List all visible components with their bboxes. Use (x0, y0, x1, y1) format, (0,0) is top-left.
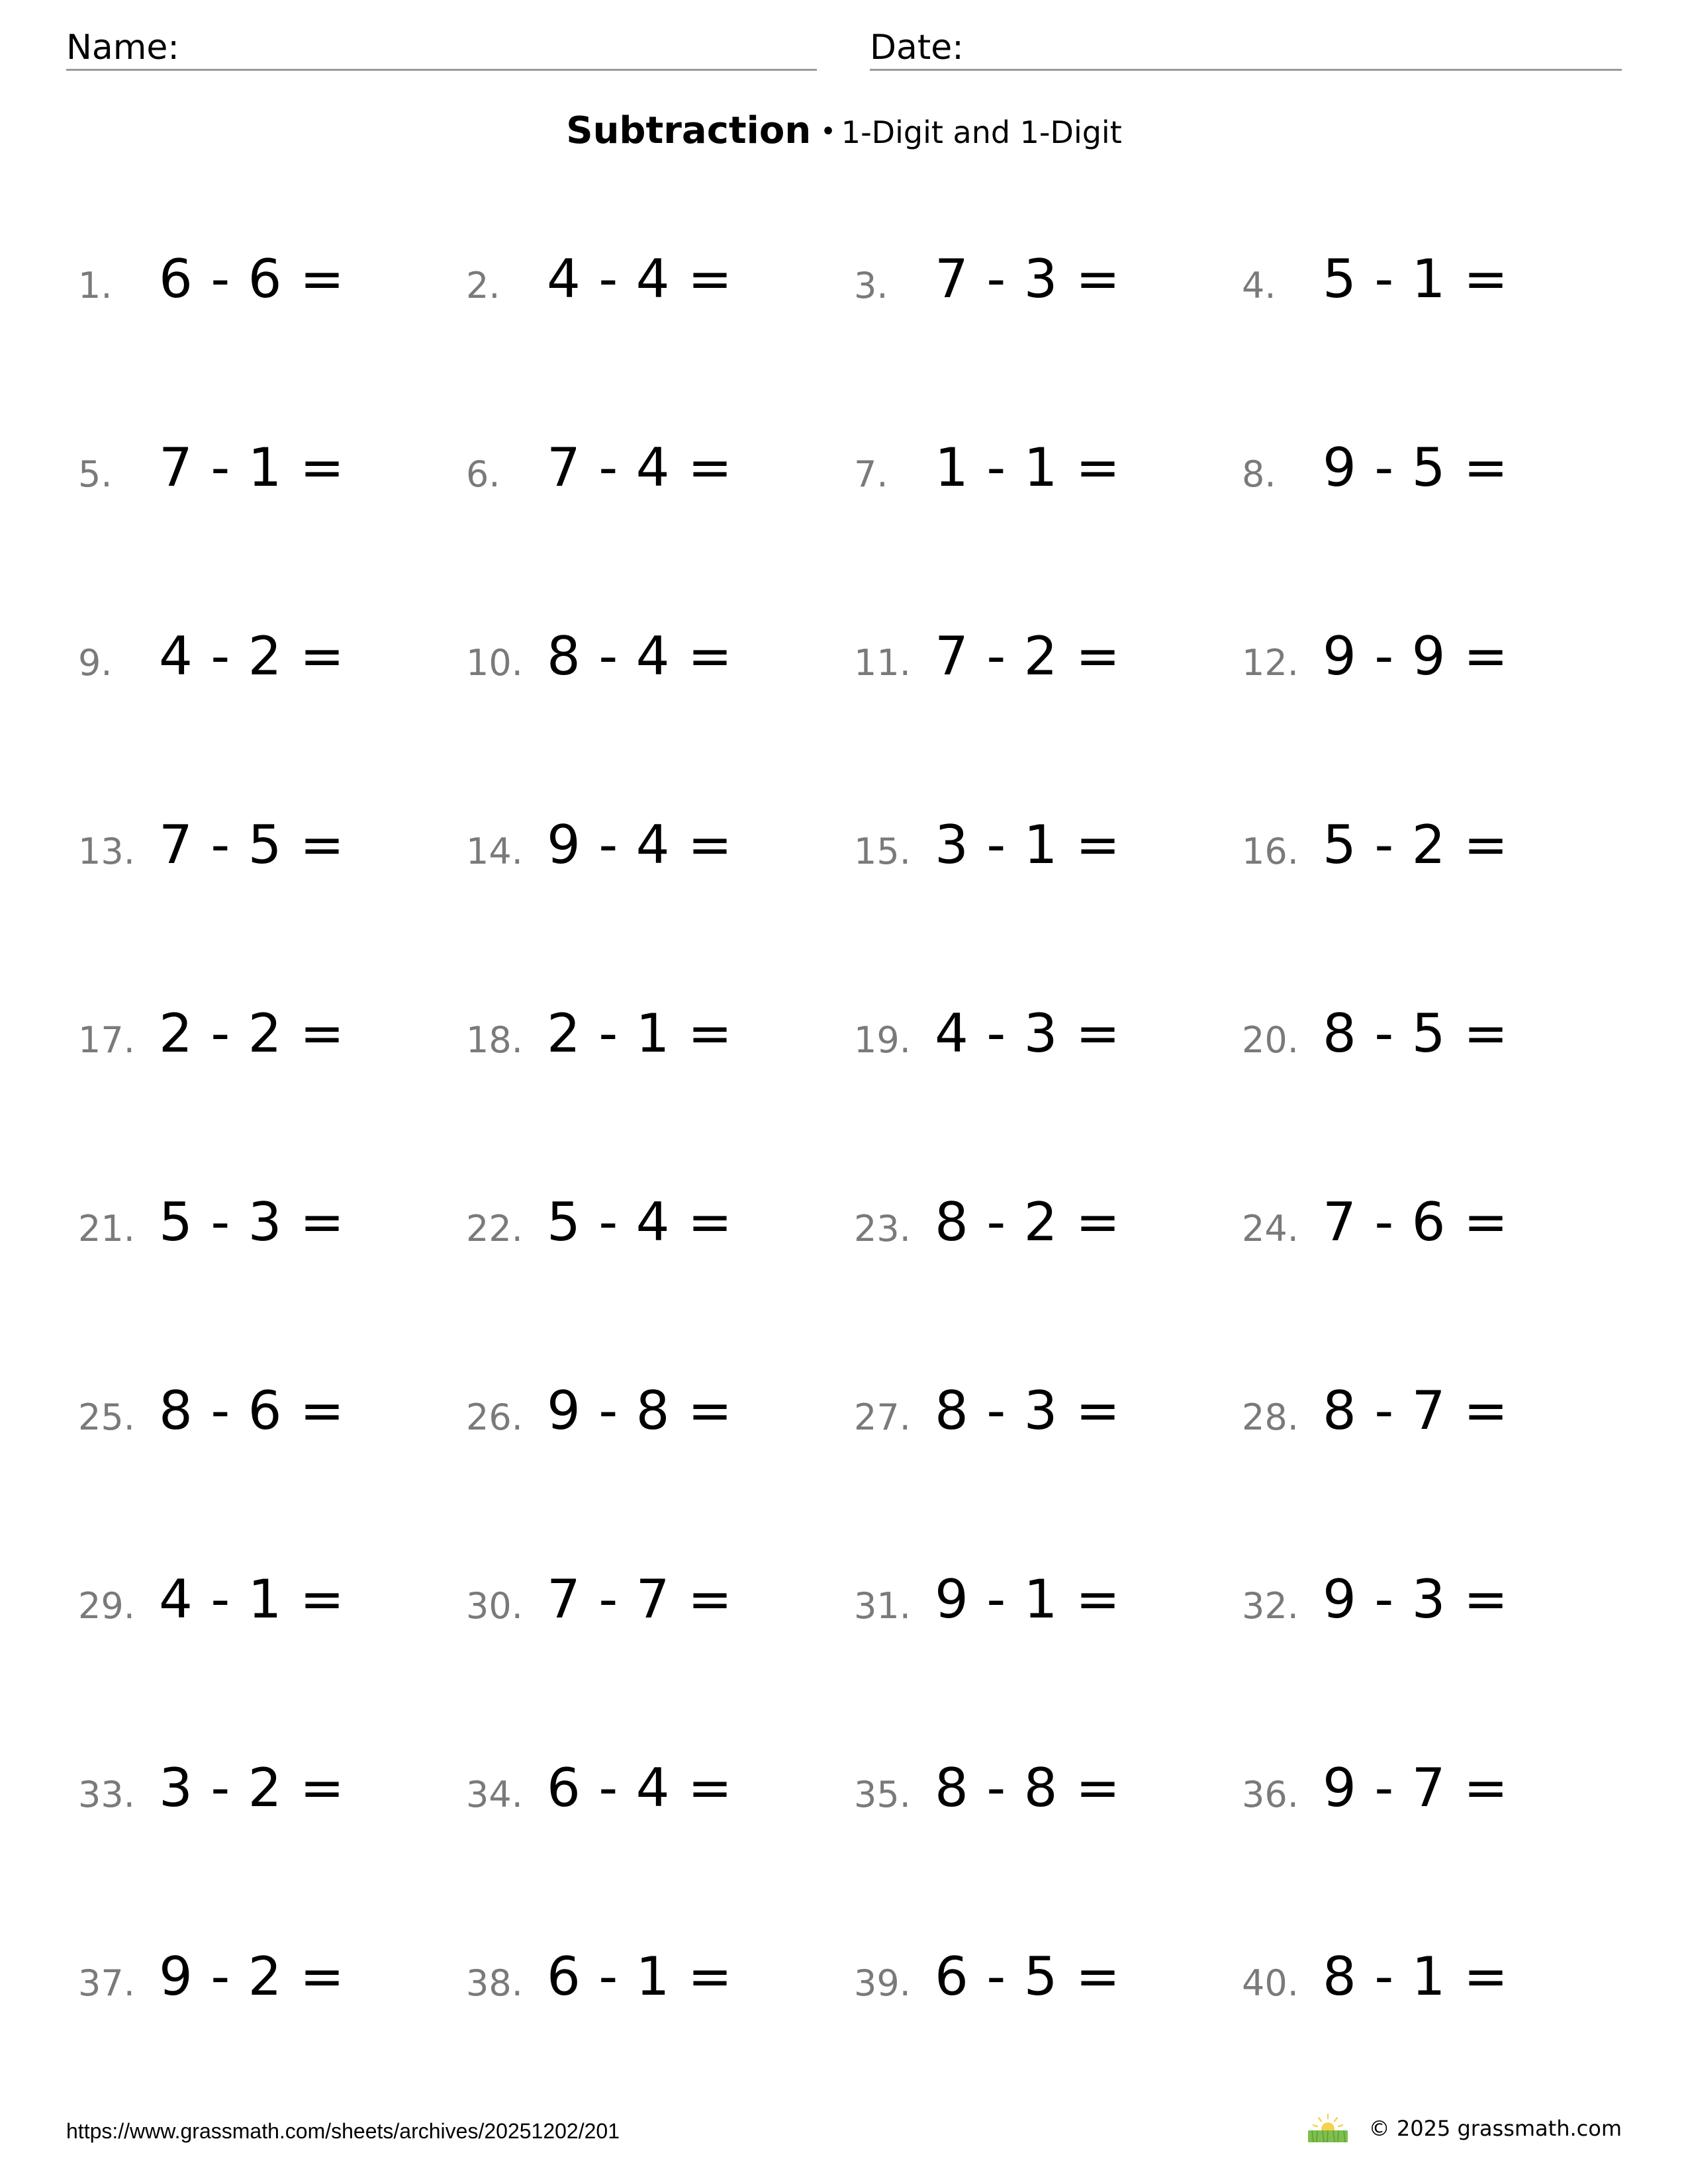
problem-expression: 4 - 3 = (935, 1003, 1121, 1064)
date-label: Date: (870, 28, 964, 68)
problem-expression: 8 - 7 = (1323, 1380, 1509, 1441)
problem-number: 12. (1242, 642, 1299, 684)
problem-number: 29. (78, 1585, 135, 1627)
problem-item (78, 245, 466, 318)
problem-item (78, 622, 466, 695)
problem-number: 16. (1242, 831, 1299, 872)
problem-number: 21. (78, 1208, 135, 1250)
problem-expression: 4 - 2 = (159, 625, 345, 687)
grass-sun-logo-icon (1305, 2113, 1350, 2144)
problem-item (78, 1942, 466, 2015)
problem-number: 32. (1242, 1585, 1299, 1627)
problem-item (1242, 1377, 1630, 1449)
title-main: Subtraction (566, 109, 812, 152)
problem-expression: 7 - 7 = (547, 1569, 733, 1630)
problem-expression: 9 - 7 = (1323, 1757, 1509, 1819)
problem-number: 39. (854, 1962, 911, 2004)
problem-item (466, 1942, 854, 2015)
problem-expression: 9 - 4 = (547, 814, 733, 876)
problem-number: 1. (78, 265, 113, 306)
problem-item (1242, 1565, 1630, 1638)
problem-number: 2. (466, 265, 500, 306)
problem-item (1242, 999, 1630, 1072)
title-separator: • (820, 116, 836, 147)
problem-number: 18. (466, 1019, 523, 1061)
problem-number: 36. (1242, 1774, 1299, 1815)
problem-item (854, 999, 1242, 1072)
problem-number: 19. (854, 1019, 911, 1061)
problem-expression: 7 - 6 = (1323, 1191, 1509, 1253)
problem-number: 30. (466, 1585, 523, 1627)
problem-item (466, 622, 854, 695)
problem-item (854, 1188, 1242, 1261)
problem-number: 8. (1242, 453, 1276, 495)
problem-item (854, 245, 1242, 318)
problem-number: 11. (854, 642, 911, 684)
problem-expression: 9 - 1 = (935, 1569, 1121, 1630)
problem-item (78, 811, 466, 884)
date-field[interactable] (870, 25, 1622, 71)
problem-expression: 5 - 4 = (547, 1191, 733, 1253)
problem-number: 37. (78, 1962, 135, 2004)
problem-expression: 9 - 8 = (547, 1380, 733, 1441)
problem-expression: 5 - 2 = (1323, 814, 1509, 876)
problem-expression: 6 - 5 = (935, 1946, 1121, 2007)
problem-item (854, 1754, 1242, 1827)
problem-number: 7. (854, 453, 888, 495)
problem-item (1242, 245, 1630, 318)
problem-expression: 7 - 2 = (935, 625, 1121, 687)
problem-number: 22. (466, 1208, 523, 1250)
title-subtitle: 1-Digit and 1-Digit (841, 114, 1122, 150)
problem-item (854, 811, 1242, 884)
problem-expression: 8 - 1 = (1323, 1946, 1509, 2007)
problem-expression: 8 - 6 = (159, 1380, 345, 1441)
problem-expression: 7 - 4 = (547, 437, 733, 498)
problem-number: 9. (78, 642, 113, 684)
problem-item (466, 1377, 854, 1449)
problem-expression: 6 - 6 = (159, 248, 345, 310)
problem-expression: 6 - 4 = (547, 1757, 733, 1819)
problem-number: 3. (854, 265, 888, 306)
problem-number: 15. (854, 831, 911, 872)
problem-number: 14. (466, 831, 523, 872)
problem-expression: 5 - 3 = (159, 1191, 345, 1253)
problem-item (854, 1377, 1242, 1449)
problem-expression: 2 - 1 = (547, 1003, 733, 1064)
problem-expression: 9 - 5 = (1323, 437, 1509, 498)
problem-item (466, 1754, 854, 1827)
problem-item (854, 433, 1242, 506)
problem-expression: 9 - 3 = (1323, 1569, 1509, 1630)
problem-item (466, 433, 854, 506)
problem-expression: 4 - 4 = (547, 248, 733, 310)
problem-expression: 8 - 8 = (935, 1757, 1121, 1819)
problem-expression: 5 - 1 = (1323, 248, 1509, 310)
problem-item (854, 1942, 1242, 2015)
problem-expression: 3 - 2 = (159, 1757, 345, 1819)
problem-number: 34. (466, 1774, 523, 1815)
problem-expression: 6 - 1 = (547, 1946, 733, 2007)
problem-number: 31. (854, 1585, 911, 1627)
problem-item (1242, 622, 1630, 695)
problem-number: 5. (78, 453, 113, 495)
problem-item (1242, 1942, 1630, 2015)
problem-expression: 3 - 1 = (935, 814, 1121, 876)
problem-item (78, 1188, 466, 1261)
problem-expression: 8 - 4 = (547, 625, 733, 687)
problem-number: 38. (466, 1962, 523, 2004)
problem-expression: 7 - 1 = (159, 437, 345, 498)
problem-number: 40. (1242, 1962, 1299, 2004)
problem-number: 23. (854, 1208, 911, 1250)
worksheet-title (0, 105, 1688, 161)
problem-item (78, 999, 466, 1072)
name-field[interactable] (66, 25, 817, 71)
problem-item (78, 1565, 466, 1638)
problem-number: 17. (78, 1019, 135, 1061)
problem-item (854, 622, 1242, 695)
problem-number: 35. (854, 1774, 911, 1815)
problem-number: 27. (854, 1396, 911, 1438)
problem-grid (78, 245, 1627, 2138)
problem-expression: 1 - 1 = (935, 437, 1121, 498)
problem-expression: 9 - 2 = (159, 1946, 345, 2007)
problem-item (466, 999, 854, 1072)
problem-expression: 2 - 2 = (159, 1003, 345, 1064)
problem-item (466, 811, 854, 884)
problem-expression: 4 - 1 = (159, 1569, 345, 1630)
problem-number: 20. (1242, 1019, 1299, 1061)
problem-number: 6. (466, 453, 500, 495)
copyright-text: © 2025 grassmath.com (1368, 2116, 1622, 2141)
problem-number: 28. (1242, 1396, 1299, 1438)
problem-expression: 8 - 2 = (935, 1191, 1121, 1253)
problem-number: 24. (1242, 1208, 1299, 1250)
problem-item (1242, 811, 1630, 884)
problem-item (78, 1377, 466, 1449)
problem-number: 25. (78, 1396, 135, 1438)
worksheet-header (66, 25, 1622, 71)
footer-branding (1305, 2110, 1622, 2147)
problem-item (466, 1188, 854, 1261)
problem-number: 13. (78, 831, 135, 872)
problem-expression: 9 - 9 = (1323, 625, 1509, 687)
problem-item (854, 1565, 1242, 1638)
problem-expression: 8 - 3 = (935, 1380, 1121, 1441)
problem-number: 4. (1242, 265, 1276, 306)
problem-item (78, 433, 466, 506)
problem-item (466, 1565, 854, 1638)
problem-expression: 7 - 3 = (935, 248, 1121, 310)
footer-url: https://www.grassmath.com/sheets/archives/20251202/201 (66, 2119, 620, 2143)
problem-item (1242, 433, 1630, 506)
name-label: Name: (66, 28, 179, 68)
problem-number: 10. (466, 642, 523, 684)
problem-expression: 8 - 5 = (1323, 1003, 1509, 1064)
problem-item (1242, 1188, 1630, 1261)
problem-number: 26. (466, 1396, 523, 1438)
problem-item (78, 1754, 466, 1827)
problem-item (466, 245, 854, 318)
problem-expression: 7 - 5 = (159, 814, 345, 876)
problem-number: 33. (78, 1774, 135, 1815)
problem-item (1242, 1754, 1630, 1827)
